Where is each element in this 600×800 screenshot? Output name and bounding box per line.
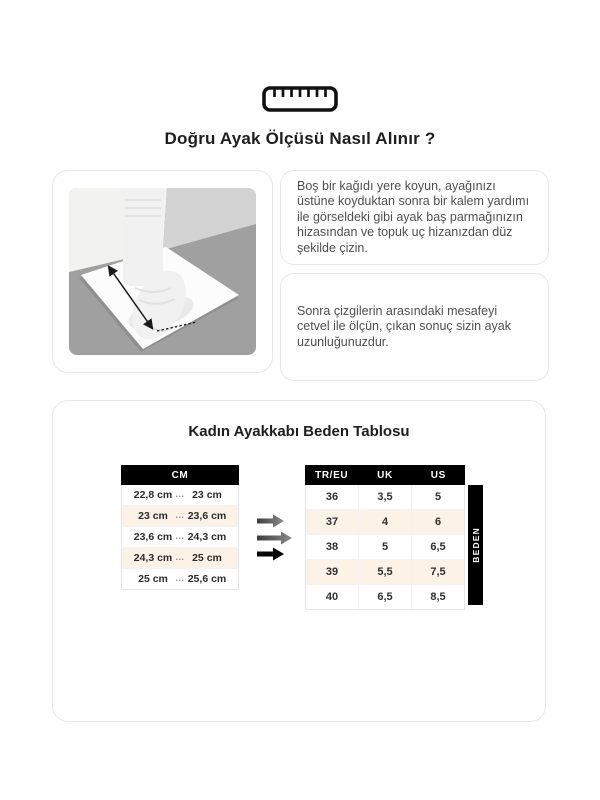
cm-to: 25 cm	[192, 552, 222, 564]
cm-to: 24,3 cm	[187, 531, 227, 543]
size-uk: 5	[358, 535, 411, 559]
range-dots: ...	[175, 531, 185, 541]
table-row	[306, 534, 464, 559]
size-uk: 3,5	[358, 485, 411, 509]
range-dots: ...	[175, 489, 185, 499]
size-us: 5	[411, 485, 464, 509]
measure-section	[52, 170, 548, 381]
size-table-body	[305, 485, 465, 610]
cm-to: 23,6 cm	[187, 510, 227, 522]
cm-from: 23,6 cm	[133, 531, 173, 543]
size-uk: 4	[358, 510, 411, 534]
foot-on-paper-illustration	[69, 188, 256, 355]
foot-measure-photo-card	[52, 170, 273, 373]
size-chart-card	[52, 400, 546, 722]
cm-from: 23 cm	[138, 510, 168, 522]
instruction-step-2-text: Sonra çizgilerin arasındaki mesafeyi cetvel ile ölçün, çıkan sonuç sizin ayak uzunluğunuzdur.	[297, 303, 511, 349]
size-us: 7,5	[411, 560, 464, 584]
ruler-icon	[262, 86, 338, 112]
table-row	[122, 485, 238, 505]
cm-table-header: CM	[121, 465, 239, 485]
cm-to: 25,6 cm	[187, 573, 227, 585]
table-row	[306, 559, 464, 584]
size-us: 6,5	[411, 535, 464, 559]
table-row	[122, 505, 238, 526]
ruler-icon-wrap	[0, 86, 600, 112]
table-row	[306, 509, 464, 534]
instruction-step-1-text: Boş bir kağıdı yere koyun, ayağınızı üstüne koyduktan sonra bir kalem yardımı ile görseldeki gibi ayak baş parmağınızın hizasından ve topuk uç hizanızdan düz şekilde çizin.	[297, 178, 530, 255]
size-tr-eu: 38	[325, 541, 339, 553]
cm-to: 23 cm	[192, 489, 222, 501]
size-tr-eu: 39	[325, 566, 339, 578]
convert-arrows-icon	[255, 512, 299, 564]
size-table	[305, 465, 465, 610]
size-uk: 6,5	[358, 585, 411, 609]
cm-from: 22,8 cm	[133, 489, 173, 501]
header-uk: UK	[377, 469, 393, 481]
header-us: US	[430, 469, 446, 481]
beden-side-label	[468, 485, 483, 605]
size-tr-eu: 40	[325, 591, 339, 603]
size-chart-title: Kadın Ayakkabı Beden Tablosu	[188, 423, 410, 440]
foot-measure-photo	[69, 188, 256, 355]
table-row	[306, 584, 464, 609]
size-table-header	[305, 465, 465, 485]
cm-from: 25 cm	[138, 573, 168, 585]
range-dots: ...	[175, 510, 185, 520]
instruction-step-2	[280, 273, 549, 381]
cm-from: 24,3 cm	[133, 552, 173, 564]
size-tr-eu: 37	[325, 516, 339, 528]
range-dots: ...	[175, 552, 185, 562]
cm-table	[121, 465, 239, 590]
range-dots: ...	[175, 573, 185, 583]
size-us: 8,5	[411, 585, 464, 609]
cm-table-body	[121, 485, 239, 590]
size-us: 6	[411, 510, 464, 534]
header-tr-eu: TR/EU	[315, 469, 349, 481]
table-row	[122, 547, 238, 568]
size-tr-eu: 36	[325, 491, 339, 503]
size-uk: 5,5	[358, 560, 411, 584]
table-row	[306, 485, 464, 509]
beden-side-label-text: BEDEN	[470, 527, 481, 563]
table-row	[122, 568, 238, 589]
instruction-step-1	[280, 170, 549, 265]
table-row	[122, 526, 238, 547]
page-title: Doğru Ayak Ölçüsü Nasıl Alınır ?	[164, 129, 436, 148]
